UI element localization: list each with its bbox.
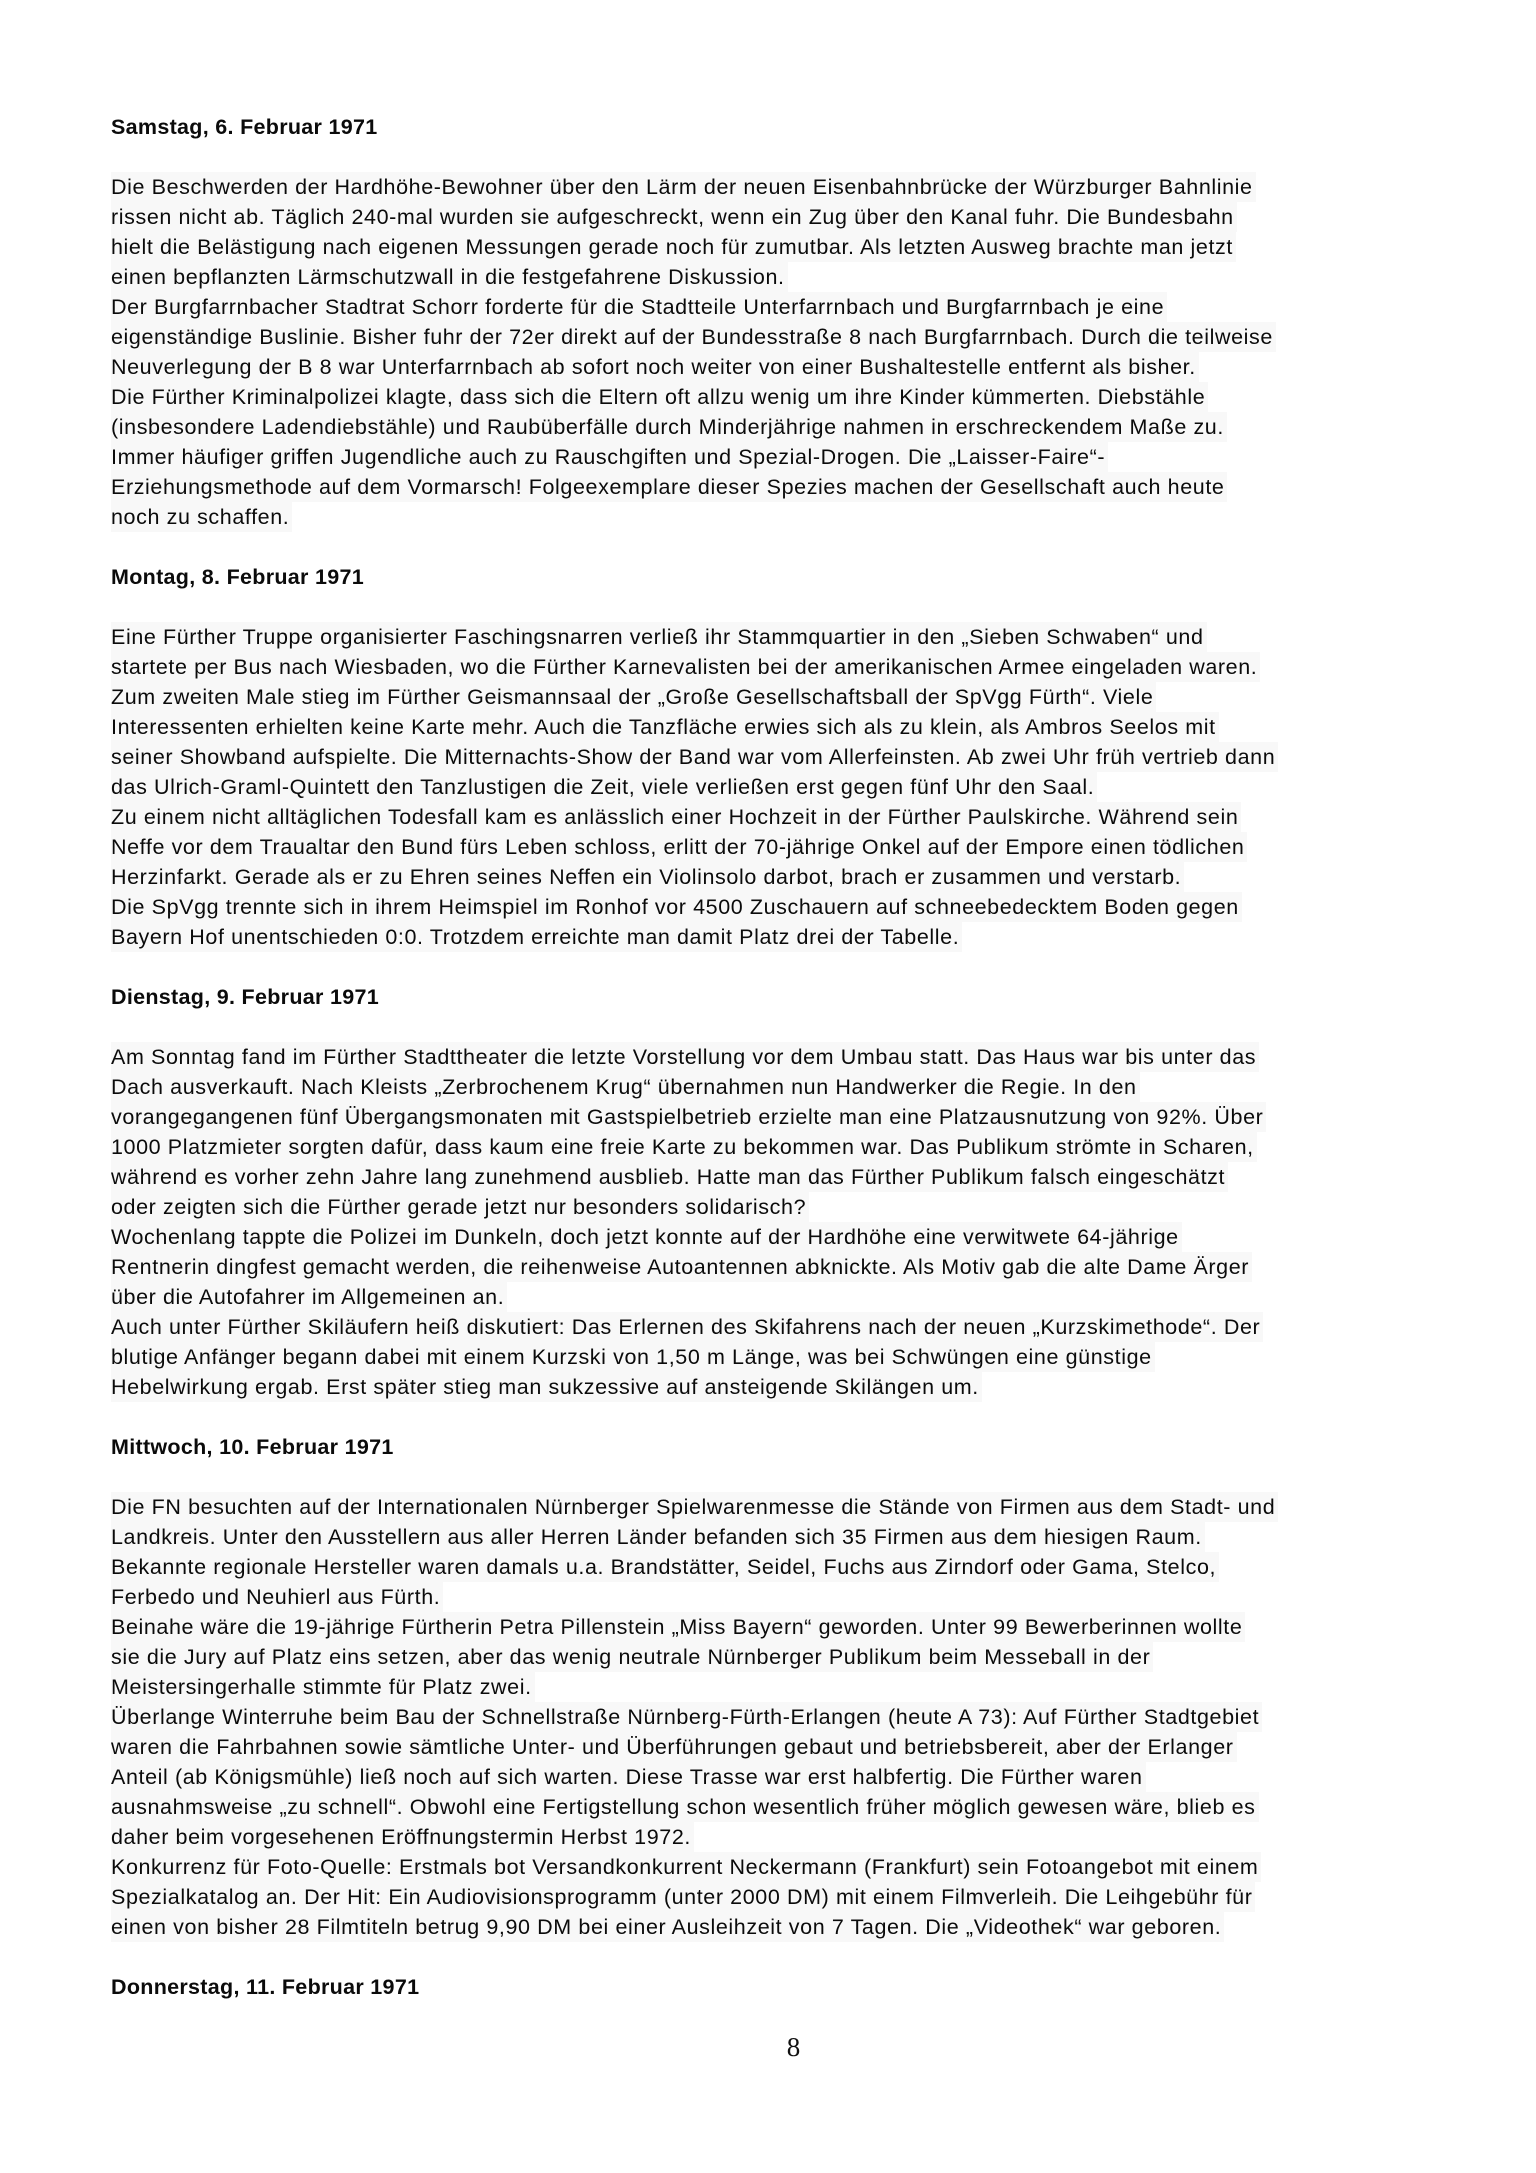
text-line: blutige Anfänger begann dabei mit einem Kurzski von 1,50 m Länge, was bei Schwüngen eine günstige <box>111 1342 1155 1372</box>
text-line: über die Autofahrer im Allgemeinen an. <box>111 1282 507 1312</box>
text-line: Auch unter Fürther Skiläufern heiß diskutiert: Das Erlernen des Skifahrens nach der neuen „Kurzskimethode“. Der <box>111 1312 1263 1342</box>
text-line: noch zu schaffen. <box>111 502 292 532</box>
text-line: sie die Jury auf Platz eins setzen, aber das wenig neutrale Nürnberger Publikum beim Messeball in der <box>111 1642 1153 1672</box>
text-line: ausnahmsweise „zu schnell“. Obwohl eine Fertigstellung schon wesentlich früher möglich gewesen wäre, blieb es <box>111 1792 1259 1822</box>
text-line: Bekannte regionale Hersteller waren damals u.a. Brandstätter, Seidel, Fuchs aus Zirndorf oder Gama, Stelco, <box>111 1552 1219 1582</box>
text-line: daher beim vorgesehenen Eröffnungstermin Herbst 1972. <box>111 1822 694 1852</box>
text-line: Rentnerin dingfest gemacht werden, die reihenweise Autoantennen abknickte. Als Motiv gab die alte Dame Ärger <box>111 1252 1252 1282</box>
text-line: Zu einem nicht alltäglichen Todesfall kam es anlässlich einer Hochzeit in der Fürther Paulskirche. Während sein <box>111 802 1241 832</box>
day-heading: Donnerstag, 11. Februar 1971 <box>111 1975 420 1999</box>
text-line: Neffe vor dem Traualtar den Bund fürs Leben schloss, erlitt der 70-jährige Onkel auf der Empore einen tödlichen <box>111 832 1247 862</box>
paragraph <box>111 802 1476 892</box>
day-heading: Montag, 8. Februar 1971 <box>111 565 365 589</box>
text-line: Am Sonntag fand im Fürther Stadttheater die letzte Vorstellung vor dem Umbau statt. Das Haus war bis unter das <box>111 1042 1259 1072</box>
text-line: einen bepflanzten Lärmschutzwall in die festgefahrene Diskussion. <box>111 262 788 292</box>
text-line: Die FN besuchten auf der Internationalen Nürnberger Spielwarenmesse die Stände von Firmen aus dem Stadt- und <box>111 1492 1278 1522</box>
paragraph <box>111 1222 1476 1312</box>
day-heading: Samstag, 6. Februar 1971 <box>111 115 378 139</box>
paragraph <box>111 172 1476 292</box>
paragraph <box>111 1042 1476 1222</box>
text-line: (insbesondere Ladendiebstähle) und Raubüberfälle durch Minderjährige nahmen in erschreckendem Maße zu. <box>111 412 1227 442</box>
text-line: vorangegangenen fünf Übergangsmonaten mit Gastspielbetrieb erzielte man eine Platzausnutzung von 92%. Über <box>111 1102 1266 1132</box>
paragraph <box>111 1312 1476 1402</box>
text-line: Landkreis. Unter den Ausstellern aus aller Herren Länder befanden sich 35 Firmen aus dem hiesigen Raum. <box>111 1522 1205 1552</box>
paragraph <box>111 1492 1476 1612</box>
day-section <box>111 112 1476 532</box>
day-heading: Dienstag, 9. Februar 1971 <box>111 985 379 1009</box>
day-section <box>111 1432 1476 1942</box>
text-line: Spezialkatalog an. Der Hit: Ein Audiovisionsprogramm (unter 2000 DM) mit einem Filmverleih. Die Leihgebühr für <box>111 1882 1255 1912</box>
paragraph <box>111 622 1476 682</box>
text-line: Neuverlegung der B 8 war Unterfarrnbach ab sofort noch weiter von einer Bushaltestelle entfernt als bisher. <box>111 352 1199 382</box>
paragraph <box>111 1852 1476 1942</box>
text-line: Hebelwirkung ergab. Erst später stieg man sukzessive auf ansteigende Skilängen um. <box>111 1372 982 1402</box>
paragraph <box>111 292 1476 382</box>
text-line: Die Beschwerden der Hardhöhe-Bewohner über den Lärm der neuen Eisenbahnbrücke der Würzburger Bahnlinie <box>111 172 1256 202</box>
text-line: Anteil (ab Königsmühle) ließ noch auf sich warten. Diese Trasse war erst halbfertig. Die Fürther waren <box>111 1762 1146 1792</box>
text-line: eigenständige Buslinie. Bisher fuhr der 72er direkt auf der Bundesstraße 8 nach Burgfarrnbach. Durch die teilweise <box>111 322 1276 352</box>
text-line: Erziehungsmethode auf dem Vormarsch! Folgeexemplare dieser Spezies machen der Gesellschaft auch heute <box>111 472 1227 502</box>
text-line: Dach ausverkauft. Nach Kleists „Zerbrochenem Krug“ übernahmen nun Handwerker die Regie. In den <box>111 1072 1140 1102</box>
day-heading: Mittwoch, 10. Februar 1971 <box>111 1435 394 1459</box>
text-line: Ferbedo und Neuhierl aus Fürth. <box>111 1582 443 1612</box>
text-line: das Ulrich-Graml-Quintett den Tanzlustigen die Zeit, viele verließen erst gegen fünf Uhr den Saal. <box>111 772 1097 802</box>
text-line: 1000 Platzmieter sorgten dafür, dass kaum eine freie Karte zu bekommen war. Das Publikum strömte in Scharen, <box>111 1132 1257 1162</box>
page-number: 8 <box>786 2032 801 2062</box>
text-line: waren die Fahrbahnen sowie sämtliche Unter- und Überführungen gebaut und betriebsbereit, aber der Erlanger <box>111 1732 1237 1762</box>
text-line: Eine Fürther Truppe organisierter Faschingsnarren verließ ihr Stammquartier in den „Sieben Schwaben“ und <box>111 622 1207 652</box>
text-line: Die SpVgg trennte sich in ihrem Heimspiel im Ronhof vor 4500 Zuschauern auf schneebedecktem Boden gegen <box>111 892 1242 922</box>
text-line: Konkurrenz für Foto-Quelle: Erstmals bot Versandkonkurrent Neckermann (Frankfurt) sein Fotoangebot mit einem <box>111 1852 1261 1882</box>
paragraph <box>111 892 1476 952</box>
paragraph <box>111 1702 1476 1852</box>
text-line: Der Burgfarrnbacher Stadtrat Schorr forderte für die Stadtteile Unterfarrnbach und Burgfarrnbach je eine <box>111 292 1167 322</box>
text-line: Immer häufiger griffen Jugendliche auch zu Rauschgiften und Spezial-Drogen. Die „Laisser-Faire“- <box>111 442 1108 472</box>
day-section <box>111 982 1476 1402</box>
text-line: rissen nicht ab. Täglich 240-mal wurden sie aufgeschreckt, wenn ein Zug über den Kanal fuhr. Die Bundesbahn <box>111 202 1237 232</box>
text-line: Meistersingerhalle stimmte für Platz zwei. <box>111 1672 535 1702</box>
text-line: Herzinfarkt. Gerade als er zu Ehren seines Neffen ein Violinsolo darbot, brach er zusammen und verstarb. <box>111 862 1184 892</box>
text-line: Zum zweiten Male stieg im Fürther Geismannsaal der „Große Gesellschaftsball der SpVgg Fürth“. Viele <box>111 682 1156 712</box>
text-line: hielt die Belästigung nach eigenen Messungen gerade noch für zumutbar. Als letzten Ausweg brachte man jetzt <box>111 232 1236 262</box>
text-line: Beinahe wäre die 19-jährige Fürtherin Petra Pillenstein „Miss Bayern“ geworden. Unter 99 Bewerberinnen wollte <box>111 1612 1245 1642</box>
paragraph <box>111 1612 1476 1702</box>
text-line: während es vorher zehn Jahre lang zunehmend ausblieb. Hatte man das Fürther Publikum falsch eingeschätzt <box>111 1162 1228 1192</box>
text-line: Interessenten erhielten keine Karte mehr. Auch die Tanzfläche erwies sich als zu klein, als Ambros Seelos mit <box>111 712 1219 742</box>
text-line: oder zeigten sich die Fürther gerade jetzt nur besonders solidarisch? <box>111 1192 809 1222</box>
text-line: Die Fürther Kriminalpolizei klagte, dass sich die Eltern oft allzu wenig um ihre Kinder kümmerten. Diebstähle <box>111 382 1208 412</box>
text-line: Wochenlang tappte die Polizei im Dunkeln, doch jetzt konnte auf der Hardhöhe eine verwitwete 64-jährige <box>111 1222 1182 1252</box>
paragraph <box>111 682 1476 802</box>
text-line: einen von bisher 28 Filmtiteln betrug 9,90 DM bei einer Ausleihzeit von 7 Tagen. Die „Videothek“ war geboren. <box>111 1912 1224 1942</box>
document-content <box>111 112 1476 2062</box>
day-section <box>111 1972 1476 2002</box>
text-line: startete per Bus nach Wiesbaden, wo die Fürther Karnevalisten bei der amerikanischen Armee eingeladen waren. <box>111 652 1260 682</box>
day-section <box>111 562 1476 952</box>
text-line: seiner Showband aufspielte. Die Mitternachts-Show der Band war vom Allerfeinsten. Ab zwei Uhr früh vertrieb dann <box>111 742 1278 772</box>
text-line: Bayern Hof unentschieden 0:0. Trotzdem erreichte man damit Platz drei der Tabelle. <box>111 922 962 952</box>
paragraph <box>111 382 1476 532</box>
text-line: Überlange Winterruhe beim Bau der Schnellstraße Nürnberg-Fürth-Erlangen (heute A 73): Auf Fürther Stadtgebiet <box>111 1702 1262 1732</box>
